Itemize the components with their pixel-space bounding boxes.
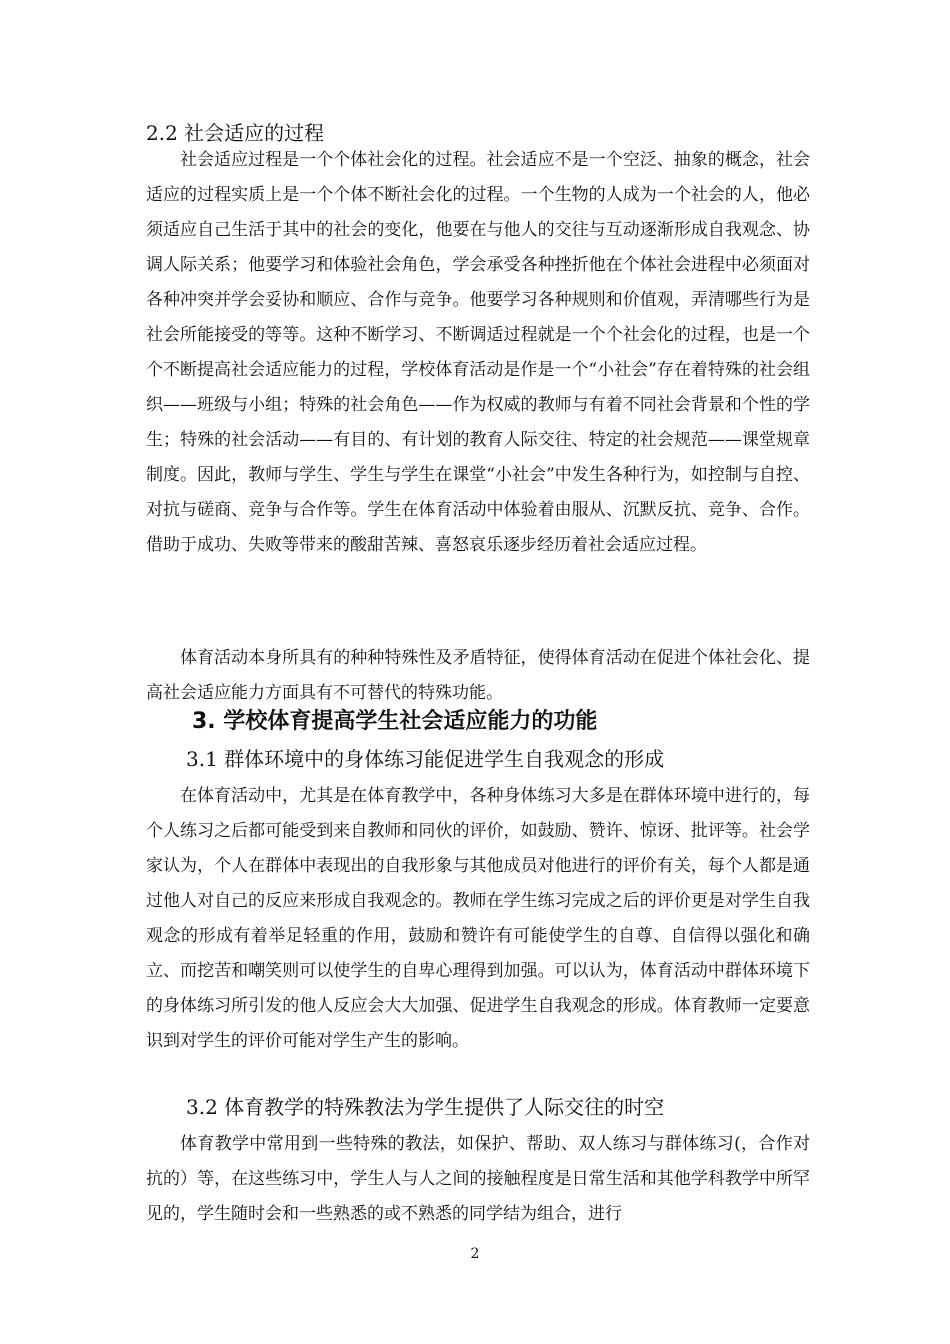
page-number: 2	[470, 1246, 480, 1262]
section-3-1-paragraph: 在体育活动中，尤其是在体育教学中，各种身体练习大多是在群体环境中进行的，每个人练习之后都可能受到来自教师和同伙的评价，如鼓励、赞许、惊讶、批评等。社会学家认为，个人在群体中表现出的自我形象与其他成员对他进行的评价有关，每个人都是通过他人对自己的反应来形成自我观念的。教师在学生练习完成之后的评价更是对学生自我观念的形成有着举足轻重的作用，鼓励和赞许有可能使学生的自尊、自信得以强化和确立、而挖苦和嘲笑则可以使学生的自卑心理得到加强。可以认为，体育活动中群体环境下的身体练习所引发的他人反应会大大加强、促进学生自我观念的形成。体育教师一定要意识到对学生的评价可能对学生产生的影响。	[146, 786, 810, 1051]
section-2-2-paragraph-2: 体育活动本身所具有的种种特殊性及矛盾特征，使得体育活动在促进个体社会化、提高社会适应能力方面具有不可替代的特殊功能。	[146, 648, 810, 703]
section-2-2-heading: 2.2 社会适应的过程	[146, 121, 325, 145]
section-3-1-heading: 3.1 群体环境中的身体练习能促进学生自我观念的形成	[186, 747, 665, 771]
section-3-2-heading: 3.2 体育教学的特殊教法为学生提供了人际交往的时空	[186, 1095, 665, 1119]
section-3-heading: 3. 学校体育提高学生社会适应能力的功能	[192, 709, 598, 734]
section-3-2-paragraph: 体育教学中常用到一些特殊的教法，如保护、帮助、双人练习与群体练习(，合作对抗的）等，在这些练习中，学生人与人之间的接触程度是日常生活和其他学科教学中所罕见的，学生随时会和一些熟悉的或不熟悉的同学结为组合，进行	[146, 1134, 810, 1224]
section-2-2-paragraph-1: 社会适应过程是一个个体社会化的过程。社会适应不是一个空泛、抽象的概念，社会适应的过程实质上是一个个体不断社会化的过程。一个生物的人成为一个社会的人，他必须适应自己生活于其中的社会的变化，他要在与他人的交往与互动逐渐形成自我观念、协调人际关系；他要学习和体验社会角色，学会承受各种挫折他在个体社会进程中必须面对各种冲突并学会妥协和顺应、合作与竞争。他要学习各种规则和价值观，弄清哪些行为是社会所能接受的等等。这种不断学习、不断调适过程就是一个个社会化的过程，也是一个个不断提高社会适应能力的过程，学校体育活动是作是一个“小社会”存在着特殊的社会组织——班级与小组；特殊的社会角色——作为权威的教师与有着不同社会背景和个性的学生；特殊的社会活动——有目的、有计划的教育人际交往、特定的社会规范——课堂规章制度。因此，教师与学生、学生与学生在课堂“小社会”中发生各种行为，如控制与自控、对抗与磋商、竞争与合作等。学生在体育活动中体验着由服从、沉默反抗、竞争、合作。借助于成功、失败等带来的酸甜苦辣、喜怒哀乐逐步经历着社会适应过程。	[146, 150, 810, 555]
